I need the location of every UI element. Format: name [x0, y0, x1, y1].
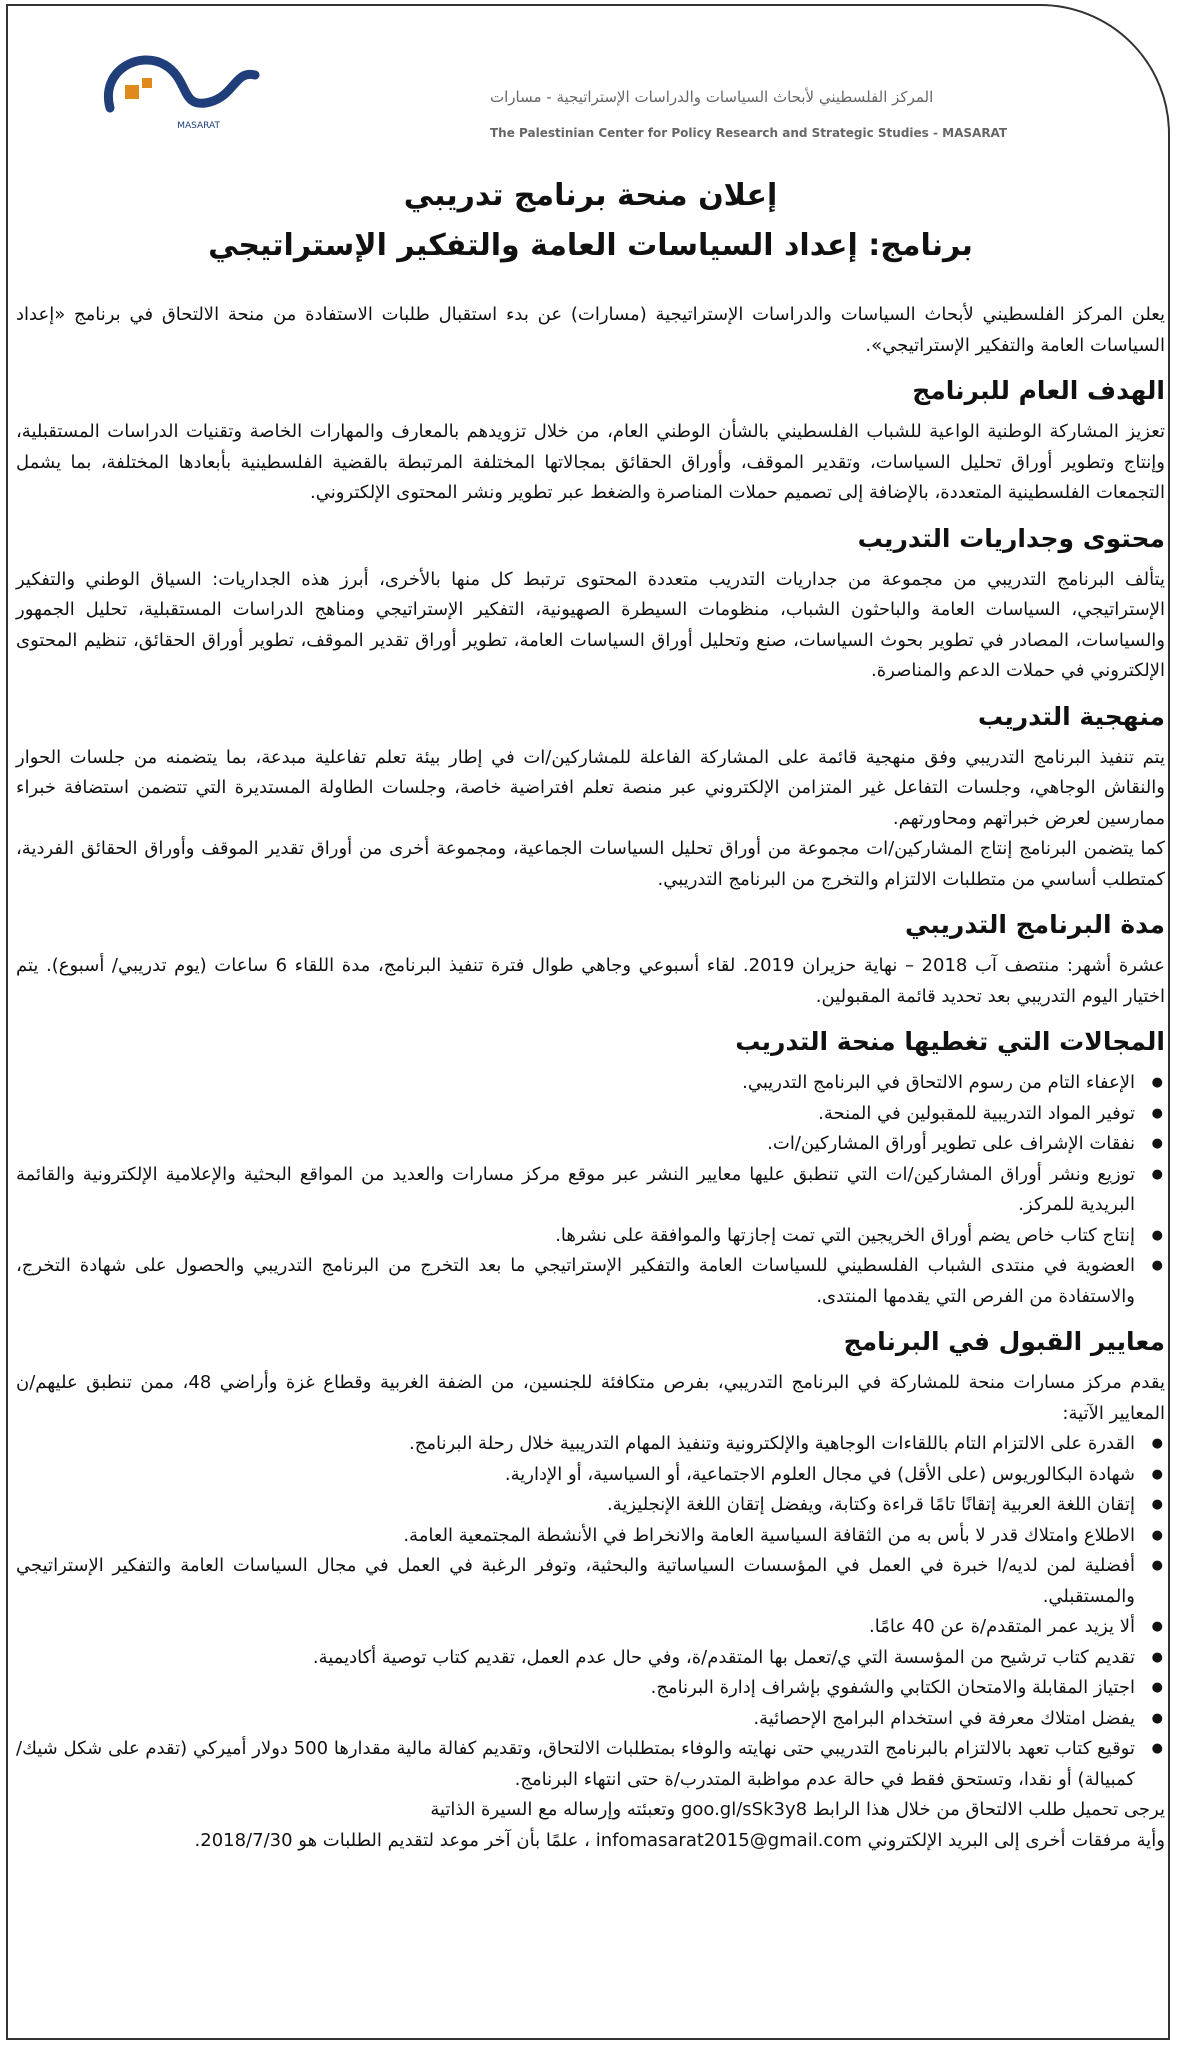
list-item: ● أفضلية لمن لديه/ا خبرة في العمل في المؤسسات السياساتية والبحثية، وتوفر الرغبة في العمل في مجال السياسات العامة والتفكير الإستراتيجي والمستقبلي. — [16, 1551, 1135, 1612]
footer-text: وتعبئته وإرساله مع السيرة الذاتية — [430, 1799, 676, 1820]
header — [70, 30, 1030, 145]
list-item: ● نفقات الإشراف على تطوير أوراق المشاركين/ات. — [16, 1129, 1135, 1160]
list-item: ● ألا يزيد عمر المتقدم/ة عن 40 عامًا. — [16, 1612, 1135, 1643]
application-link[interactable]: goo.gl/sSk3y8 — [680, 1799, 808, 1820]
methodology-heading: منهجية التدريب — [977, 701, 1165, 731]
content-heading: محتوى وجداريات التدريب — [857, 523, 1165, 553]
masarat-logo — [70, 30, 280, 140]
criteria-list — [16, 1429, 1165, 1795]
goal-heading: الهدف العام للبرنامج — [912, 376, 1165, 405]
coverage-list — [16, 1068, 1165, 1312]
list-item: ● إنتاج كتاب خاص يضم أوراق الخريجين التي تمت إجازتها والموافقة على نشرها. — [16, 1221, 1135, 1252]
footer-text: وأية مرفقات أخرى إلى البريد الإلكتروني — [867, 1829, 1165, 1851]
list-item: ● الإعفاء التام من رسوم الالتحاق في البرنامج التدريبي. — [16, 1068, 1135, 1099]
list-item: ● الاطلاع وامتلاك قدر لا بأس به من الثقافة السياسية العامة والانخراط في الأنشطة المجتمعية العامة. — [16, 1521, 1135, 1552]
duration-heading: مدة البرنامج التدريبي — [905, 910, 1165, 939]
list-item: ● توقيع كتاب تعهد بالالتزام بالبرنامج التدريبي حتى نهايته والوفاء بمتطلبات الالتحاق، وتقديم كفالة مالية مقدارها 500 دولار أميركي (تقدم على شكل شيك/ كمبيالة) أو نقدا، وتستحق فقط في حالة عدم مواظبة المتدرب/ة حتى انتهاء البرنامج. — [16, 1734, 1135, 1795]
logo-square — [125, 85, 139, 99]
coverage-heading: المجالات التي تغطيها منحة التدريب — [735, 1027, 1165, 1056]
duration-paragraph: عشرة أشهر: منتصف آب 2018 – نهاية حزيران 2019. لقاء أسبوعي وجاهي طوال فترة تنفيذ البرنامج، مدة اللقاء 6 ساعات (يوم تدريبي/ أسبوع). يتم اختيار اليوم التدريبي بعد تحديد قائمة المقبولين. — [16, 955, 1165, 1007]
methodology-paragraph-2: كما يتضمن البرنامج إنتاج المشاركين/ات مجموعة من أوراق تحليل السياسات الجماعية، ومجموعة أخرى من أوراق تقدير الموقف وأوراق الحقائق الفردية، كمتطلب أساسي من متطلبات الالتزام والتخرج من البرنامج التدريبي. — [16, 838, 1165, 890]
contact-email-link[interactable]: infomasarat2015@gmail.com — [595, 1829, 862, 1851]
announcement-title: إعلان منحة برنامج تدريبي — [403, 178, 778, 213]
list-item: ● توزيع ونشر أوراق المشاركين/ات التي تنطبق عليها معايير النشر عبر موقع مركز مسارات والعديد من المواقع البحثية والإعلامية الإلكترونية والقائمة البريدية للمركز. — [16, 1160, 1135, 1221]
list-item: ● تقديم كتاب ترشيح من المؤسسة التي ي/تعمل بها المتقدم/ة، وفي حال عدم العمل، تقديم كتاب توصية أكاديمية. — [16, 1643, 1135, 1674]
footer-text: يرجى تحميل طلب الالتحاق من خلال هذا الرابط — [812, 1799, 1165, 1820]
criteria-heading: معايير القبول في البرنامج — [843, 1327, 1165, 1356]
list-item: ● شهادة البكالوريوس (على الأقل) في مجال العلوم الاجتماعية، أو السياسية، أو الإدارية. — [16, 1460, 1135, 1491]
methodology-paragraph-1: يتم تنفيذ البرنامج التدريبي وفق منهجية قائمة على المشاركة الفاعلة للمشاركين/ات في إطار بيئة تعلم تفاعلية مبدعة، بما يتضمنه من جلسات الحوار والنقاش الوجاهي، وجلسات التفاعل غير المتزامن الإلكتروني عبر منصة تعلم افتراضية خاصة، وجلسات الطاولة المستديرة التي تتضمن استضافة خبراء ممارسين لعرض خبراتهم ومحاورتهم. — [16, 746, 1165, 829]
footer-line-2 — [16, 1826, 1165, 1857]
footer-text: ، علمًا بأن آخر موعد لتقديم الطلبات هو 2018/7/30. — [194, 1829, 590, 1851]
list-item: ● يفضل امتلاك معرفة في استخدام البرامج الإحصائية. — [16, 1704, 1135, 1735]
list-item: ● العضوية في منتدى الشباب الفلسطيني للسياسات العامة والتفكير الإستراتيجي ما بعد التخرج من البرنامج التدريبي والحصول على شهادة التخرج، والاستفادة من الفرص التي يقدمها المنتدى. — [16, 1251, 1135, 1312]
program-title: برنامج: إعداد السياسات العامة والتفكير الإستراتيجي — [208, 228, 973, 263]
list-item: ● توفير المواد التدريبية للمقبولين في المنحة. — [16, 1099, 1135, 1130]
announcement-body — [16, 300, 1165, 1856]
intro-paragraph: يعلن المركز الفلسطيني لأبحاث السياسات والدراسات الإستراتيجية (مسارات) عن بدء استقبال طلبات الاستفادة من منحة الالتحاق في برنامج «إعداد السياسات العامة والتفكير الإستراتيجي». — [16, 304, 1165, 356]
org-name-en: The Palestinian Center for Policy Research and Strategic Studies - MASARAT — [490, 126, 1008, 140]
goal-paragraph: تعزيز المشاركة الوطنية الواعية للشباب الفلسطيني بالشأن الوطني العام، من خلال تزويدهم بالمعارف والمهارات الخاصة وتقنيات الدراسات المستقبلية، وإنتاج وتطوير أوراق تحليل السياسات، وتقدير الموقف، وأوراق الحقائق بمجالاتها المختلفة المرتبطة بالقضية الفلسطينية بأبعادها المختلفة، بما يشمل التجمعات الفلسطينية المتعددة، بالإضافة إلى تصميم حملات المناصرة والضغط عبر تطوير ونشر المحتوى الإلكتروني. — [16, 421, 1165, 503]
footer-line-1 — [16, 1795, 1165, 1826]
logo-subtext: MASARAT — [177, 121, 220, 131]
list-item: ● إتقان اللغة العربية إتقانًا تامًا قراءة وكتابة، ويفضل إتقان اللغة الإنجليزية. — [16, 1490, 1135, 1521]
org-name-ar: المركز الفلسطيني لأبحاث السياسات والدراسات الإستراتيجية - مسارات — [490, 88, 934, 106]
criteria-intro: يقدم مركز مسارات منحة للمشاركة في البرنامج التدريبي، بفرص متكافئة للجنسين، من الضفة الغربية وقطاع غزة وأراضي 48، ممن تنطبق عليهم/ن المعايير الآتية: — [16, 1372, 1165, 1424]
list-item: ● القدرة على الالتزام التام باللقاءات الوجاهية والإلكترونية وتنفيذ المهام التدريبية خلال رحلة البرنامج. — [16, 1429, 1135, 1460]
list-item: ● اجتياز المقابلة والامتحان الكتابي والشفوي بإشراف إدارة البرنامج. — [16, 1673, 1135, 1704]
content-paragraph: يتألف البرنامج التدريبي من مجموعة من جداريات التدريب متعددة المحتوى ترتبط كل منها بالأخرى، أبرز هذه الجداريات: السياق الوطني والتفكير الإستراتيجي، السياسات العامة والباحثون الشباب، منظومات السيطرة الصهيونية، التفكير الإستراتيجي ومناهج الدراسات المستقبلية، تحليل الجمهور والسياسات، المصادر في تطوير بحوث السياسات، صنع وتحليل أوراق السياسات العامة، تطوير أوراق تقدير الموقف، تطوير أوراق الحقائق، تنظيم المحتوى الإلكتروني في حملات الدعم والمناصرة. — [16, 568, 1165, 681]
